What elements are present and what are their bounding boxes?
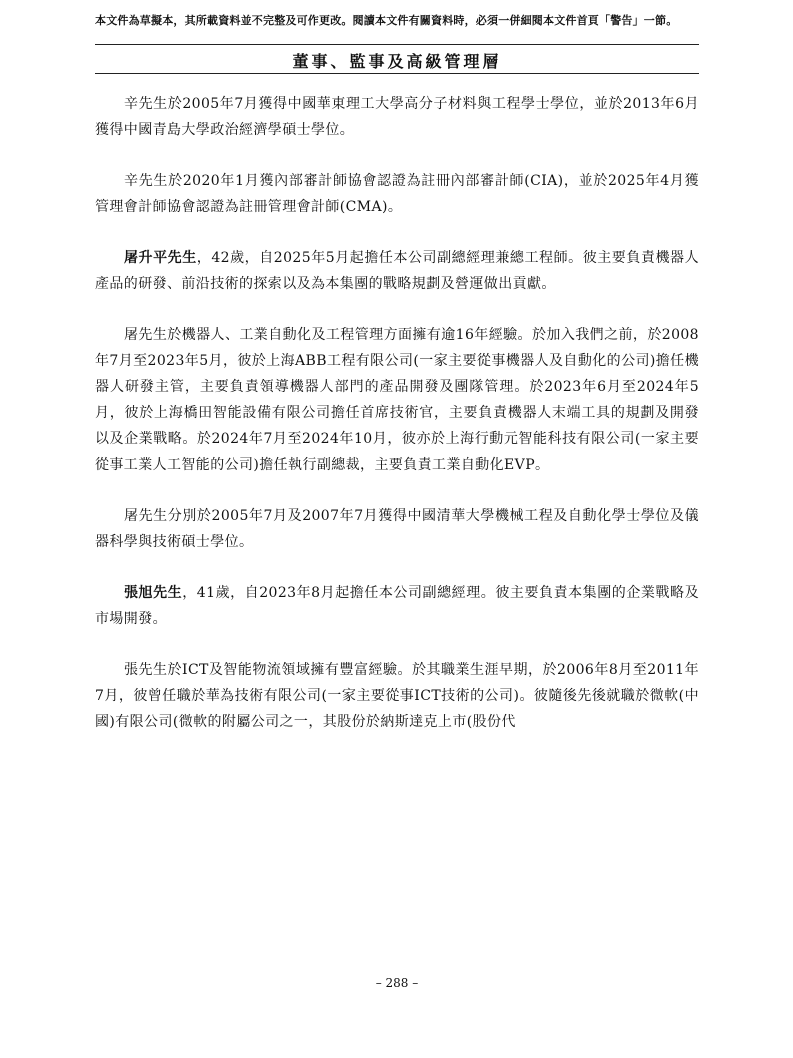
paragraph-text: ，42歲，自2025年5月起擔任本公司副總經理兼總工程師。彼主要負責機器人產品的研發、前沿技術的探索以及為本集團的戰略規劃及營運做出貢獻。 <box>95 250 699 292</box>
paragraph-text: 辛先生於2005年7月獲得中國華東理工大學高分子材料與工程學士學位，並於2013年6月獲得中國青島大學政治經濟學碩士學位。 <box>95 96 699 138</box>
body-text <box>95 91 699 760</box>
paragraph-zhang-experience <box>95 657 699 735</box>
paragraph-text: 辛先生於2020年1月獲內部審計師協會認證為註冊內部審計師(CIA)，並於2025年4月獲管理會計師協會認證為註冊管理會計師(CMA)。 <box>95 173 699 215</box>
paragraph-tu-intro <box>95 245 699 297</box>
person-name: 屠升平先生 <box>124 250 197 266</box>
paragraph-zhang-intro <box>95 580 699 632</box>
paragraph-text: 屠先生分別於2005年7月及2007年7月獲得中國清華大學機械工程及自動化學士學位及儀器科學與技術碩士學位。 <box>95 508 699 550</box>
section-title: 董事、監事及高級管理層 <box>292 52 502 71</box>
draft-warning-notice: 本文件為草擬本，其所載資料並不完整及可作更改。閱讀本文件有關資料時，必須一併細閱本文件首頁「警告」一節。 <box>95 14 678 27</box>
paragraph-text: 張先生於ICT及智能物流領域擁有豐富經驗。於其職業生涯早期，於2006年8月至2011年7月，彼曾任職於華為技術有限公司(一家主要從事ICT技術的公司)。彼隨後先後就職於微軟(中國)有限公司(微軟的附屬公司之一，其股份於納斯達克上市(股份代 <box>95 662 699 730</box>
paragraph-text: 屠先生於機器人、工業自動化及工程管理方面擁有逾16年經驗。於加入我們之前，於2008年7月至2023年5月，彼於上海ABB工程有限公司(一家主要從事機器人及自動化的公司)擔任機器人研發主管，主要負責領導機器人部門的產品開發及團隊管理。於2023年6月至2024年5月，彼於上海橋田智能設備有限公司擔任首席技術官，主要負責機器人末端工具的規劃及開發以及企業戰略。於2024年7月至2024年10月，彼亦於上海行動元智能科技有限公司(一家主要從事工業人工智能的公司)擔任執行副總裁，主要負責工業自動化EVP。 <box>95 327 699 473</box>
paragraph-tu-education <box>95 503 699 555</box>
paragraph-tu-experience <box>95 322 699 478</box>
paragraph-xin-certification <box>95 168 699 220</box>
person-name: 張旭先生 <box>124 585 183 601</box>
paragraph-xin-education <box>95 91 699 143</box>
header-bottom-rule <box>95 73 699 74</box>
header-top-rule <box>95 44 699 45</box>
page-number: – 288 – <box>375 976 419 990</box>
paragraph-text: ，41歲，自2023年8月起擔任本公司副總經理。彼主要負責本集團的企業戰略及市場開發。 <box>95 585 699 627</box>
